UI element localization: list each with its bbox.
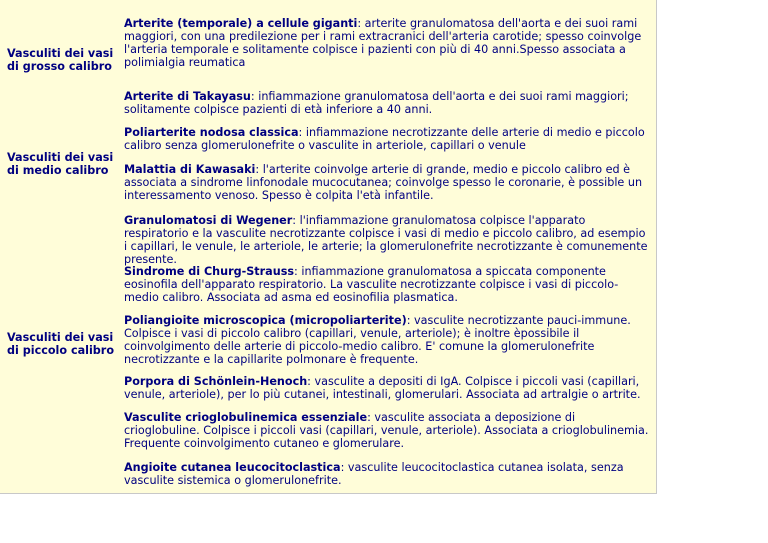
entry-name: Angioite cutanea leucocitoclastica: [124, 461, 341, 474]
entry-polyarteritis-nodosa: [124, 126, 652, 152]
category-label-small-vessel: Vasculiti dei vasi di piccolo calibro: [7, 331, 115, 357]
entry-text: : vasculite leucocitoclastica cutanea isolata, senza vasculite sistemica o glomerulonefrite.: [124, 461, 624, 487]
entry-kawasaki-disease: [124, 163, 652, 202]
entry-cutaneous-leukocytoclastic-angiitis: [124, 461, 652, 487]
entry-name: Arterite di Takayasu: [124, 90, 251, 103]
entry-takayasu-arteritis: [124, 90, 652, 116]
entry-text: : l'infiammazione granulomatosa colpisce l'apparato respiratorio e la vasculite necrotizzante colpisce i vasi di medio e piccolo calibro, ad esempio i capillari, le venule, le arteriole, le arterie; la glomerulonefrite necrotizzante è comunemente presente.: [124, 214, 648, 266]
entry-wegener-granulomatosis: [124, 214, 652, 266]
entry-name: Sindrome di Churg-Strauss: [124, 265, 295, 278]
entry-name: Arterite (temporale) a cellule giganti: [124, 17, 358, 30]
entry-henoch-schonlein-purpura: [124, 375, 652, 401]
entry-name: Granulomatosi di Wegener: [124, 214, 293, 227]
entry-text: : arterite granulomatosa dell'aorta e dei suoi rami maggiori, con una predilezione per i rami extracranici dell'arteria carotide; spesso coinvolge l'arteria temporale e solitamente colpisce i pazienti con più di 40 anni.Spesso associata a polimialgia reumatica: [124, 17, 642, 69]
entry-text: : l'arterite coinvolge arterie di grande, medio e piccolo calibro ed è associata a sindrome linfonodale mucocutanea; coinvolge spesso le coronarie, è possible un interessamento venoso. Spesso è colpita l'età infantile.: [124, 163, 643, 202]
entry-text: : vasculite a depositi di IgA. Colpisce i piccoli vasi (capillari, venule, arteriole), per lo più cutanei, intestinali, glomerulari. Associata ad artralgie o artrite.: [124, 375, 641, 401]
entry-name: Poliangioite microscopica (micropoliarterite): [124, 314, 407, 327]
entry-name: Vasculite crioglobulinemica essenziale: [124, 411, 368, 424]
entry-cryoglobulinemic-vasculitis: [124, 411, 652, 450]
category-label-large-vessel: Vasculiti dei vasi di grosso calibro: [7, 47, 114, 73]
entry-text: : vasculite necrotizzante pauci-immune. Colpisce i vasi di piccolo calibro (capillari, venule, arteriole); è inoltre èpossibile il coinvolgimento delle arterie di piccolo-medio calibro. E' comune la glomerulonefrite necrotizzante e la capillarite polmonare è frequente.: [124, 314, 631, 366]
entry-name: Poliarterite nodosa classica: [124, 126, 299, 139]
entry-name: Porpora di Schönlein-Henoch: [124, 375, 308, 388]
entry-churg-strauss-syndrome: [124, 265, 652, 304]
entry-giant-cell-arteritis: [124, 17, 652, 69]
entry-text: : vasculite associata a deposizione di crioglobuline. Colpisce i piccoli vasi (capillari, venule, arteriole). Associata a crioglobulinemia. Frequente coinvolgimento cutaneo e glomerulare.: [124, 411, 649, 450]
entry-text: : infiammazione necrotizzante delle arterie di medio e piccolo calibro senza glomerulonefrite o vasculite in arteriole, capillari o venule: [124, 126, 645, 152]
entry-text: : infiammazione granulomatosa a spiccata componente eosinofila dell'apparato respiratorio. La vasculite necrotizzante colpisce i vasi di piccolo-medio calibro. Associata ad asma ed eosinofilia plasmatica.: [124, 265, 619, 304]
entry-name: Malattia di Kawasaki: [124, 163, 256, 176]
category-label-medium-vessel: Vasculiti dei vasi di medio calibro: [7, 151, 114, 177]
entry-microscopic-polyangiitis: [124, 314, 652, 366]
entry-text: : infiammazione granulomatosa dell'aorta e dei suoi rami maggiori; solitamente colpisce pazienti di età inferiore a 40 anni.: [124, 90, 629, 116]
